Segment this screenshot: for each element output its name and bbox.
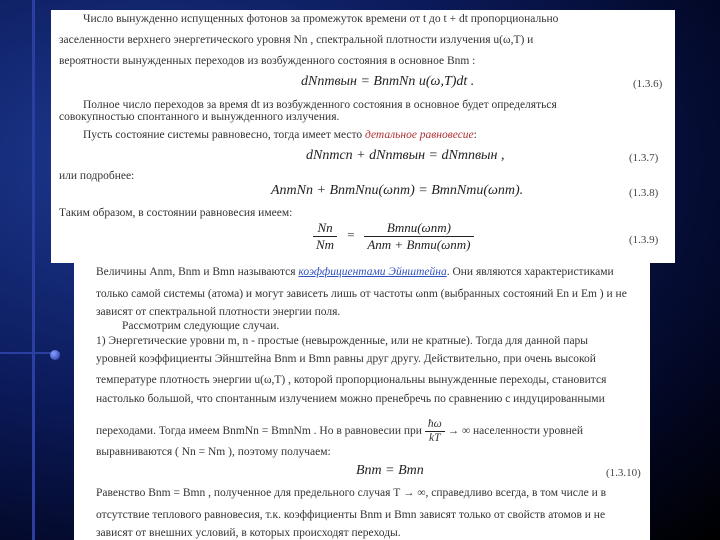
text-line: вероятности вынужденных переходов из возбужденного состояния в основное Bnm : [59,55,476,67]
highlighted-term: детальное равновесие [365,129,474,141]
equation-1-3-7: dNnmсп + dNnmвын = dNmnвын , [306,148,505,163]
equation-number: (1.3.8) [629,187,659,199]
equation-1-3-10: Bnm = Bmn [356,463,424,478]
text-line: Пусть состояние системы равновесно, тогда имеет место детальное равновесие: [83,129,477,141]
text-line: отсутствие теплового равновесия, т.к. коэффициенты Bnm и Bmn зависят только от свойств атомов и не [96,509,606,521]
text-line: только самой системы (атома) и могут зависеть лишь от частоты ωnm (выбранных состояний En и Em ) и не [96,288,627,300]
lower-text-panel [74,263,650,540]
highlighted-term: коэффициентами Эйнштейна [298,266,447,278]
text-line: заселенности верхнего энергетического уровня Nn , спектральной плотности излучения u(ω,T) и [59,34,534,46]
equation-number: (1.3.9) [629,234,659,246]
text-line: Таким образом, в состоянии равновесия имеем: [59,207,293,219]
text-line: зависят от внешних условий, в которых происходят переходы. [96,527,401,539]
bullet-icon [50,350,60,360]
text-line [96,266,614,279]
text-segment: Величины Anm, Bnm и Bmn называются [96,266,296,278]
upper-text-panel [51,10,675,263]
equation-number: (1.3.6) [633,78,663,90]
text-line: выравниваются ( Nn = Nm ), поэтому получаем: [96,446,331,458]
text-line: зависят от спектральной плотности энергии поля. [96,306,341,318]
text-line: или подробнее: [59,170,135,182]
text-line: совокупностью спонтанного и вынужденного излучения. [59,111,340,123]
text-segment: Пусть состояние системы равновесно, тогда имеет место [83,129,363,141]
equation-1-3-6: dNnmвын = BnmNn u(ω,T)dt . [301,74,475,89]
text-line: переходами. Тогда имеем BnmNn = BmnNm . Но в равновесии при $\frac{ħ\omega}{kT}$ → ∞ населенности уровней [96,418,584,444]
equation-number: (1.3.7) [629,152,659,164]
text-line: 1) Энергетические уровни m, n - простые (невырожденные, или не кратные). Тогда для данной пары [96,335,589,347]
equation-1-3-9: $\frac{Nn}{Nm}$ = $\frac{\text{Bmnu(ωnm)}}{\text{Anm + Bnmu(ωnm)}}$ [313,220,474,253]
text-line: настолько большой, что спонтанным излучением можно пренебречь по сравнению с индуцированными [96,393,605,405]
text-line: Рассмотрим следующие случаи. [122,320,280,332]
equation-1-3-8: AnmNn + BnmNnu(ωnm) = BmnNmu(ωnm). [271,183,524,198]
text-segment: . Они являются характеристиками [446,266,614,278]
equation-number: (1.3.10) [606,467,641,479]
text-line: температуре плотность энергии u(ω,T) , которой пропорциональны вынужденные переходы, становится [96,374,607,386]
text-segment: → ∞ населенности уровней [447,425,584,438]
text-line: Число вынужденно испущенных фотонов за промежуток времени от t до t + dt пропорционально [83,13,559,25]
decorative-vertical-line [32,0,35,540]
text-line: уровней коэффициенты Эйнштейна Bnm и Bmn равны друг другу. Действительно, при очень высокой [96,353,596,365]
text-line: Полное число переходов за время dt из возбужденного состояния в основное будет определяться [83,99,557,111]
text-segment: переходами. Тогда имеем BnmNn = BmnNm . Но в равновесии при [96,425,422,438]
text-line: Равенство Bnm = Bmn , полученное для предельного случая T → ∞, справедливо всегда, в том числе и в [96,487,607,499]
